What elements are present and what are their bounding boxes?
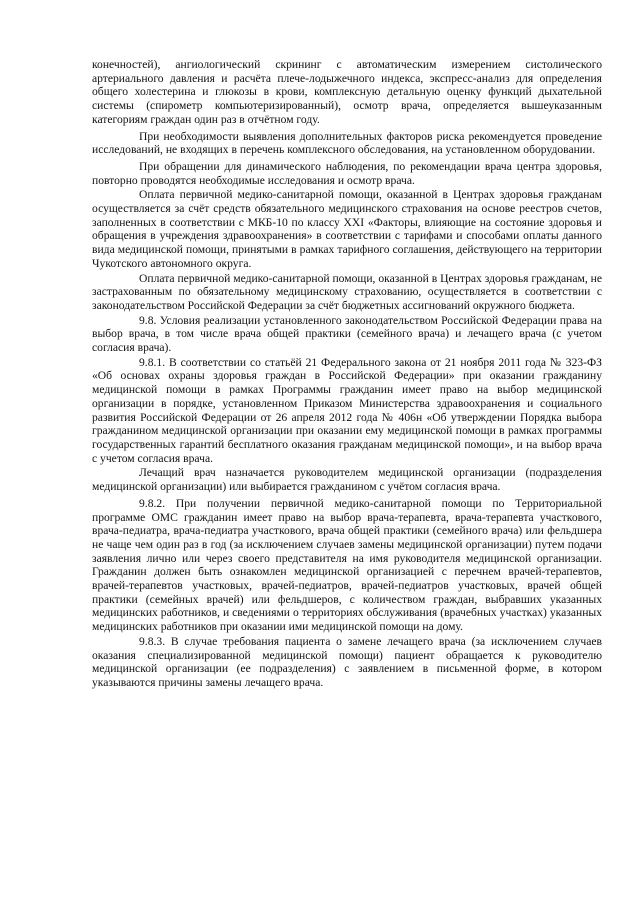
- paragraph-payment-insured: Оплата первичной медико-санитарной помощи, оказанной в Центрах здоровья гражданам осуществляется за счёт средств обязательного медицинского страхования на основе реестров счетов, заполненных в соответствии с МКБ-10 по классу XXI «Факторы, влияющие на состояние здоровья и обращения в учреждения здравоохранения» в соответствии с тарифами и способами оплаты данного вида медицинской помощи, принятыми в рамках тарифного соглашения, действующего на территории Чукотского автономного округа.: [92, 188, 602, 270]
- paragraph-9-8-2: 9.8.2. При получении первичной медико-санитарной помощи по Территориальной программе ОМС гражданин имеет право на выбор врача-терапевта, врача-терапевта участкового, врача-педиатра, врача-педиатра участкового, врача общей практики (семейного врача) или фельдшера не чаще чем один раз в год (за исключением случаев замены медицинской организации) путем подачи заявления лично или через своего представителя на имя руководителя медицинской организации. Гражданин должен быть ознакомлен медицинской организацией с перечнем врачей-терапевтов, врачей-терапевтов участковых, врачей-педиатров, врачей-педиатров участковых, врачей общей практики (семейных врачей) или фельдшеров, с количеством граждан, выбравших указанных медицинских работников, и сведениями о территориях обслуживания (врачебных участках) указанных медицинских работников при оказании ими медицинской помощи на дому.: [92, 496, 602, 634]
- paragraph-additional-risk-factors: При необходимости выявления дополнительных факторов риска рекомендуется проведение исследований, не входящих в перечень комплексного обследования, на установленном оборудовании.: [92, 129, 602, 157]
- section-heading-9-8: 9.8. Условия реализации установленного законодательством Российской Федерации права на выбор врача, в том числе врача общей практики (семейного врача) и лечащего врача (с учетом согласия врача).: [92, 313, 602, 355]
- paragraph-payment-uninsured: Оплата первичной медико-санитарной помощи, оказанной в Центрах здоровья гражданам, не застрахованным по обязательному медицинскому страхованию, осуществляется в соответствии с законодательством Российской Федерации за счёт бюджетных ассигнований окружного бюджета.: [92, 271, 602, 312]
- paragraph-continuation: конечностей), ангиологический скрининг с автоматическим измерением систолического артериального давления и расчёта плече-лодыжечного индекса, экспресс-анализ для определения общего холестерина и глюкозы в крови, комплексную детальную оценку функций дыхательной системы (спирометр компьютеризированный), осмотр врача, определяется вышеуказанным категориям граждан один раз в отчётном году.: [92, 58, 602, 126]
- paragraph-9-8-1: 9.8.1. В соответствии со статьёй 21 Федерального закона от 21 ноября 2011 года № 323-ФЗ «Об основах охраны здоровья граждан в Российской Федерации» при оказании гражданину медицинской помощи в рамках Программы гражданин имеет право на выбор медицинской организации в порядке, установленном Приказом Министерства здравоохранения и социального развития Российской Федерации от 26 апреля 2012 года № 406н «Об утверждении Порядка выбора гражданином медицинской организации при оказании ему медицинской помощи в рамках программы государственных гарантий бесплатного оказания гражданам медицинской помощи», и на выбор врача с учетом согласия врача.: [92, 355, 602, 465]
- paragraph-attending-doctor: Лечащий врач назначается руководителем медицинской организации (подразделения медицинской организации) или выбирается гражданином с учётом согласия врача.: [92, 466, 602, 494]
- paragraph-9-8-3: 9.8.3. В случае требования пациента о замене лечащего врача (за исключением случаев оказания специализированной медицинской помощи) пациент обращается к руководителю медицинской организации (ее подразделения) с заявлением в письменной форме, в котором указываются причины замены лечащего врача.: [92, 634, 602, 689]
- document-body: [92, 58, 602, 690]
- paragraph-dynamic-observation: При обращении для динамического наблюдения, по рекомендации врача центра здоровья, повторно проводятся необходимые исследования и осмотр врача.: [92, 159, 602, 187]
